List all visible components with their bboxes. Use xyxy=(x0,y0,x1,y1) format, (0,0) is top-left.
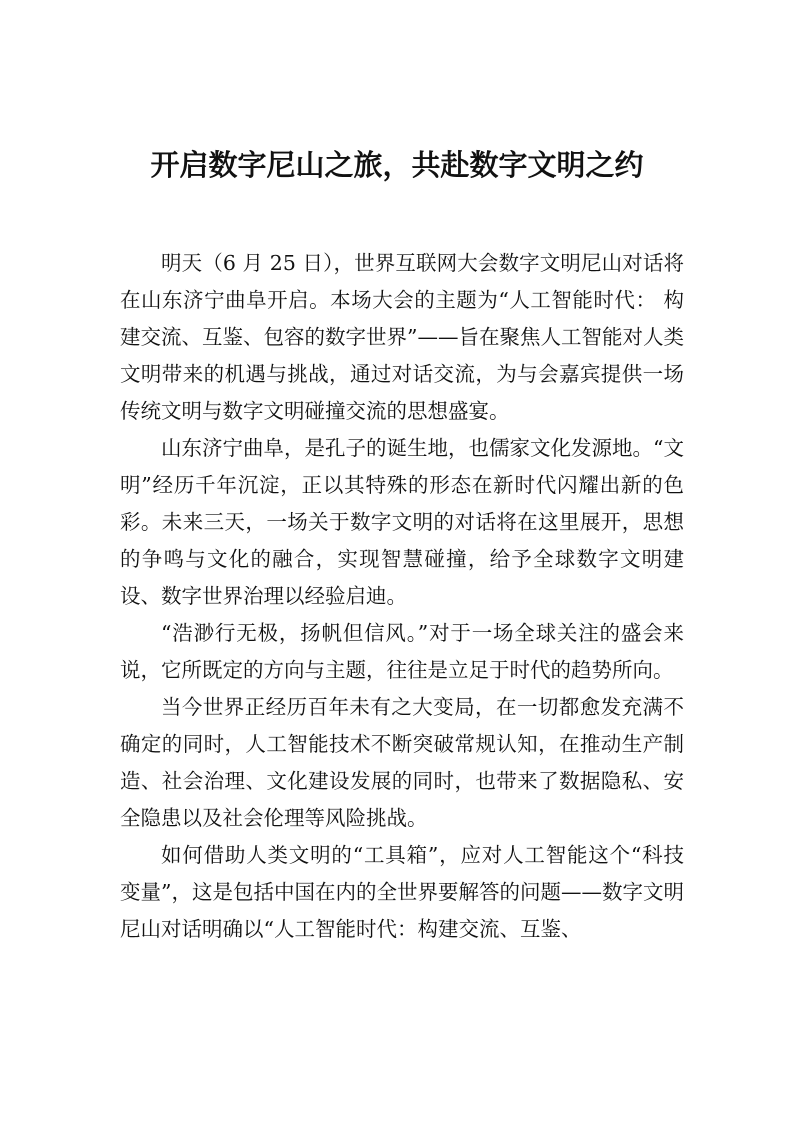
paragraph-5: 如何借助人类文明的“工具箱”，应对人工智能这个“科技变量”，这是包括中国在内的全世界要解答的问题——数字文明尼山对话明确以“人工智能时代：构建交流、互鉴、 xyxy=(120,843,684,941)
paragraph-1: 明天（6 月 25 日），世界互联网大会数字文明尼山对话将在山东济宁曲阜开启。本场大会的主题为“人工智能时代： 构建交流、互鉴、包容的数字世界”——旨在聚焦人工智能对人类文明带来的机遇与挑战，通过对话交流，为与会嘉宾提供一场传统文明与数字文明碰撞交流的思想盛宴。 xyxy=(120,251,684,423)
paragraph-4: 当今世界正经历百年未有之大变局，在一切都愈发充满不确定的同时，人工智能技术不断突破常规认知，在推动生产制造、社会治理、文化建设发展的同时，也带来了数据隐私、安全隐患以及社会伦理等风险挑战。 xyxy=(120,695,684,830)
document-title: 开启数字尼山之旅，共赴数字文明之约 xyxy=(150,148,644,182)
document-body xyxy=(120,245,684,948)
paragraph-2: 山东济宁曲阜，是孔子的诞生地，也儒家文化发源地。“文明”经历千年沉淀，正以其特殊的形态在新时代闪耀出新的色彩。未来三天，一场关于数字文明的对话将在这里展开，思想的争鸣与文化的融合，实现智慧碰撞，给予全球数字文明建设、数字世界治理以经验启迪。 xyxy=(120,436,684,608)
paragraph-3: “浩渺行无极，扬帆但信风。”对于一场全球关注的盛会来说，它所既定的方向与主题，往往是立足于时代的趋势所向。 xyxy=(120,621,684,682)
